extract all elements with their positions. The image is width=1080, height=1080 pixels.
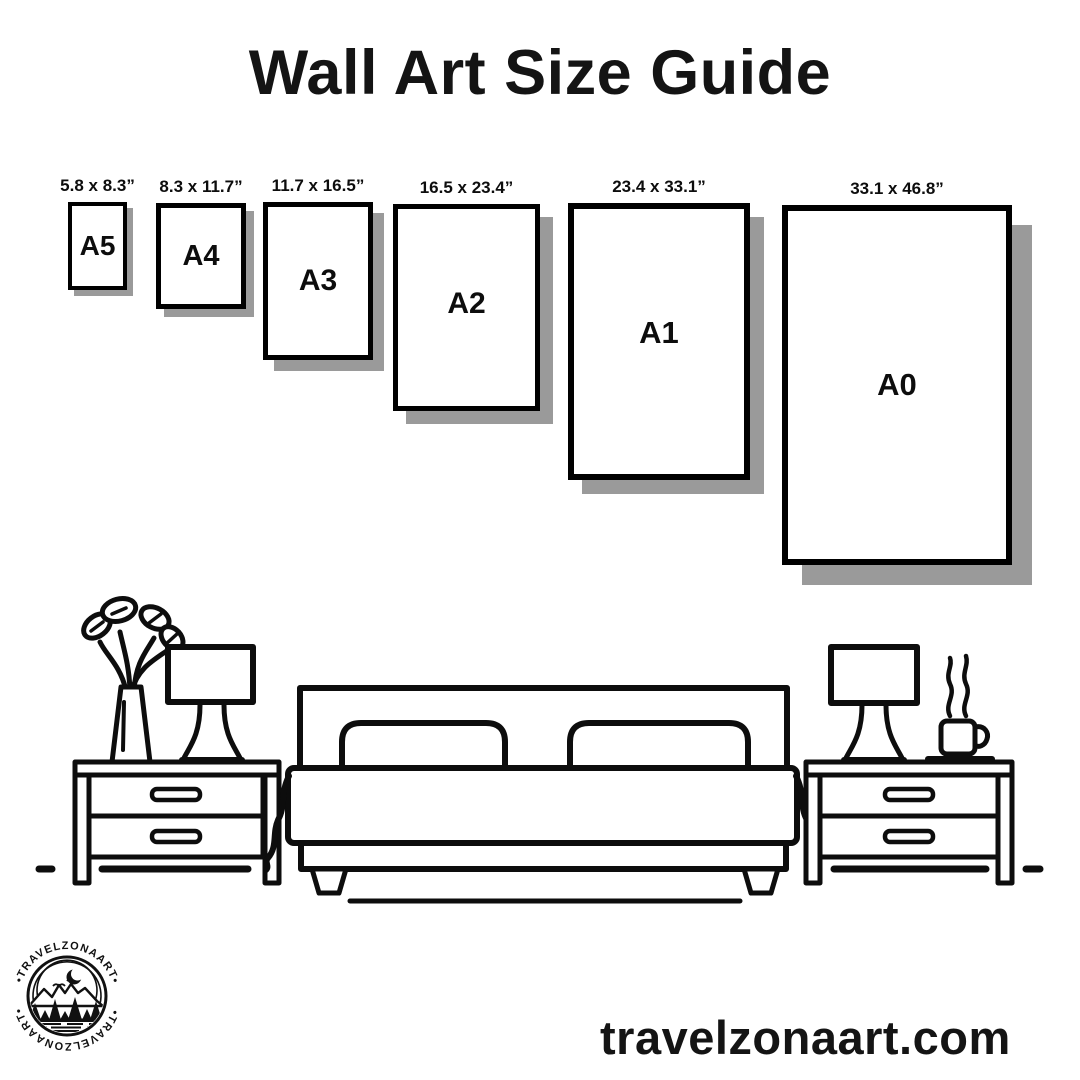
size-dimensions-a3: 11.7 x 16.5” [271,176,365,195]
table-lamp-left-icon [168,647,253,760]
size-code-a1: A1 [639,314,679,350]
table-lamp-right-icon [831,647,917,760]
size-dimensions-a2: 16.5 x 23.4” [419,178,514,197]
double-bed-icon [266,688,819,893]
nightstand-left-icon [75,762,279,883]
size-code-a3: A3 [298,264,338,297]
logo-text-top: •TRAVELZONAART• [13,939,122,986]
nightstand-right-icon [806,762,1012,883]
size-dimensions-a4: 8.3 x 11.7” [159,177,243,196]
size-code-a0: A0 [877,367,917,402]
size-dimensions-a5: 5.8 x 8.3” [60,176,135,195]
logo-text-bottom: •TRAVELZONAART• [12,1006,121,1053]
size-code-a4: A4 [182,239,220,272]
size-code-a2: A2 [447,286,486,320]
coffee-mug-icon [928,656,992,759]
size-dimensions-a1: 23.4 x 33.1” [612,177,706,196]
brand-logo [7,936,127,1056]
size-dimensions-a0: 33.1 x 46.8” [850,179,944,198]
size-code-a5: A5 [79,230,116,261]
website-text: travelzonaart.com [600,1011,1011,1064]
floor-line [39,869,1040,901]
page-title: Wall Art Size Guide [248,38,832,108]
